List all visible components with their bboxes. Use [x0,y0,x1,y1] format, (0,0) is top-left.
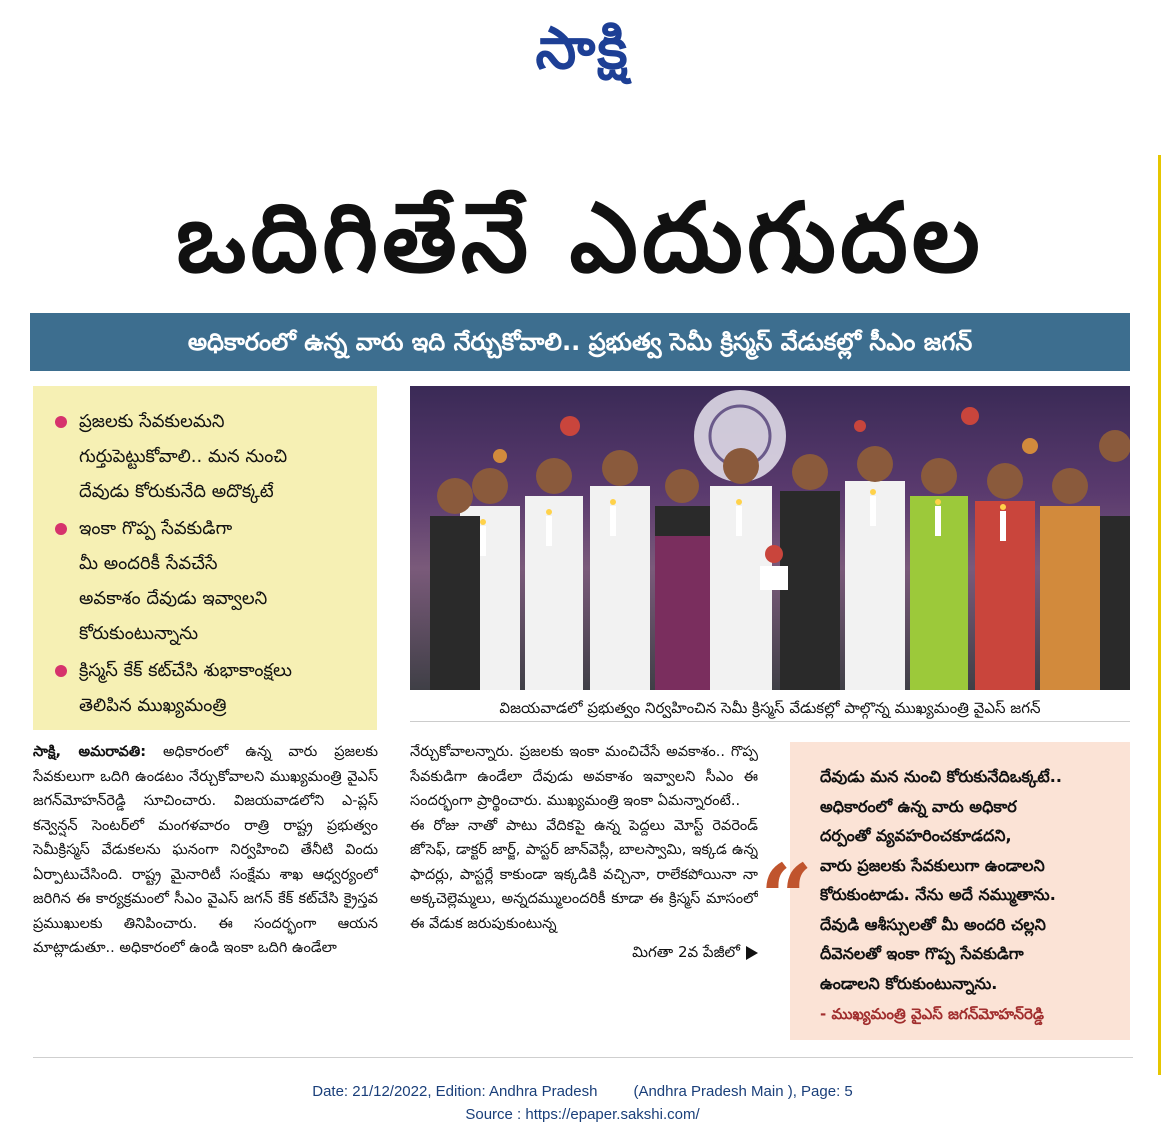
highlight-item: క్రిస్మస్ కేక్ కట్‌చేసి శుభాకాంక్షలు తెలిపిన ముఖ్యమంత్రి [55,653,363,723]
article-body: ఈ రోజు నాతో పాటు వేదికపై ఉన్న పెద్దలు మోస్ట్ రెవరెండ్ జోసెఫ్, డాక్టర్ జార్జ్, పాస్టర్ జాన్‌వెస్లీ, బాలస్వామి, ఇక్కడ ఉన్న ఫాదర్లు, పాస్టర్లే కాకుండా ఇక్కడికి వచ్చినా, రాలేకపోయినా నా అక్కచెల్లెమ్మలు, అన్నదమ్ములందరికీ కూడా ఈ క్రిస్మస్ మాసంలో ఈ వేడుక జరుపుకుంటున్న [410,817,758,932]
quote-line: దీవెనలతో ఇంకా గొప్ప సేవకుడిగా [820,944,1024,963]
quote-line: కోరుకుంటాడు. నేను అదే నమ్ముతాను. [820,885,1056,904]
footer-edition: (Andhra Pradesh Main ), Page: 5 [633,1083,853,1100]
continued-link[interactable]: మిగతా 2వ పేజీలో [410,940,758,965]
highlight-item: ప్రజలకు సేవకులమని గుర్తుపెట్టుకోవాలి.. మన నుంచి దేవుడు కోరుకునేది అదొక్కటే [55,404,363,509]
quote-line: వారు ప్రజలకు సేవకులుగా ఉండాలని [820,855,1045,875]
photo-caption: విజయవాడలో ప్రభుత్వం నిర్వహించిన సెమీ క్రిస్మస్ వేడుకల్లో పాల్గొన్న ముఖ్యమంత్రి వైఎస్ జగన్ [410,694,1130,722]
footer-date-line [0,1083,1165,1100]
quote-line: దేవుడి ఆశీస్సులతో మీ అందరి చల్లని [820,914,1046,934]
divider [33,1057,1133,1058]
quote-line: అధికారంలో ఉన్న వారు అధికార [820,796,1017,816]
column-rule [1158,155,1161,1075]
headline: ఒదిగితేనే ఎదుగుదల [176,182,984,294]
quote-line: దేవుడు మన నుంచి కోరుకునేదిఒక్కటే.. [820,767,1062,786]
footer-date: Date: 21/12/2022, Edition: Andhra Pradesh [312,1083,598,1100]
highlights-box [33,386,377,730]
quote-line: దర్పంతో వ్యవహరించకూడదని, [820,826,1012,845]
dateline: సాక్షి, అమరావతి: [33,744,147,760]
footer-source[interactable]: Source : https://epaper.sakshi.com/ [465,1106,700,1123]
article-column-1 [33,740,378,1040]
article-column-2 [410,740,758,1040]
pull-quote [760,742,1130,1040]
bullet-icon [55,665,67,677]
highlight-item: ఇంకా గొప్ప సేవకుడిగా మీ అందరికీ సేవచేసే అవకాశం దేవుడు ఇవ్వాలని కోరుకుంటున్నాను [55,511,363,651]
article-body: అధికారంలో ఉన్న వారు ప్రజలకు సేవకులుగా ఒదిగి ఉండటం నేర్చుకోవాలని ముఖ్యమంత్రి వైఎస్ జగన్‌మోహన్‌రెడ్డి సూచించారు. విజయవాడలోని ఎ-ప్లస్ కన్వెన్షన్ సెంటర్‌లో మంగళవారం రాత్రి రాష్ట్ర ప్రభుత్వం సెమీక్రిస్మస్ వేడుకలను ఘనంగా నిర్వహించి తేనీటి విందు ఏర్పాటుచేసింది. రాష్ట్ర మైనారిటీ సంక్షేమ శాఖ ఆధ్వర్యంలో జరిగిన ఈ కార్యక్రమంలో సీఎం వైఎస్ జగన్ కేక్ కట్‌చేసి క్రైస్తవ ప్రముఖులకు తినిపించారు. ఈ సందర్భంగా ఆయన మాట్లాడుతూ.. అధికారంలో ఉండి ఇంకా ఒదిగి ఉండేలా [33,744,378,956]
subheadline-banner: అధికారంలో ఉన్న వారు ఇది నేర్చుకోవాలి.. ప్రభుత్వ సెమీ క్రిస్మస్ వేడుకల్లో సీఎం జగన్ [30,313,1130,371]
play-arrow-icon [746,946,758,960]
quote-attribution: - ముఖ్యమంత్రి వైఎస్ జగన్‌మోహన్‌రెడ్డి [820,1005,1044,1023]
masthead-logo: సాక్షి [535,14,630,82]
article-body: నేర్చుకోవాలన్నారు. ప్రజలకు ఇంకా మంచిచేసే అవకాశం.. గొప్ప సేవకుడిగా ఉండేలా దేవుడు అవకాశం ఇవ్వాలని సీఎం ఈ సందర్భంగా ప్రార్థించారు. ముఖ్యమంత్రి ఇంకా ఏమన్నారంటే.. [410,744,758,809]
event-photo [410,386,1130,690]
quote-line: ఉండాలని కోరుకుంటున్నాను. [820,973,998,993]
bullet-icon [55,523,67,535]
quote-mark-icon: “ [760,844,813,952]
bullet-icon [55,416,67,428]
